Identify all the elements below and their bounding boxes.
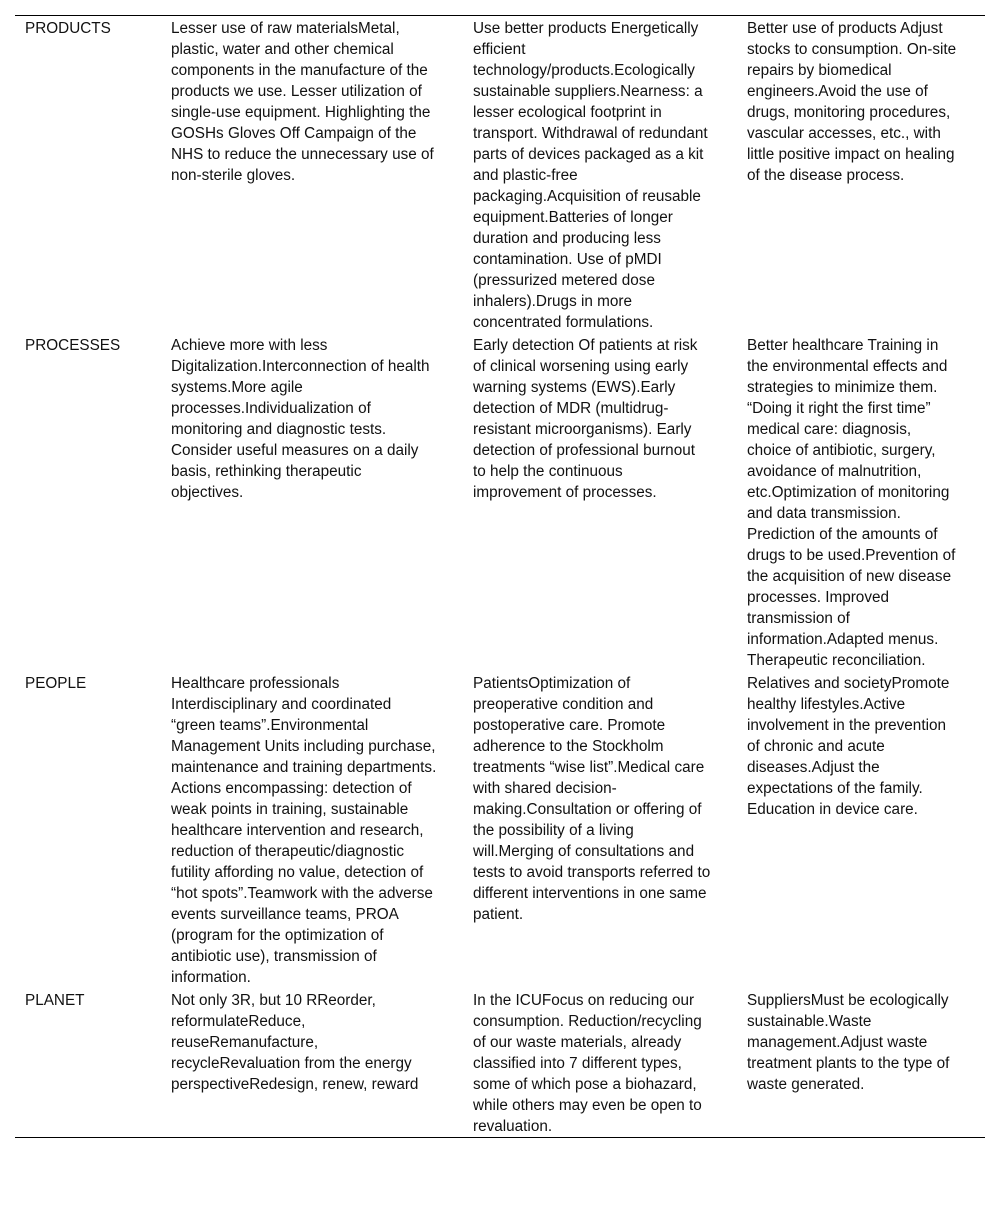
table-cell: Not only 3R, but 10 RReorder, reformulateReduce, reuseRemanufacture, recycleRevaluation from the energy perspectiveRedesign, renew, reward: [171, 992, 419, 1093]
row-category: PEOPLE: [25, 675, 87, 692]
table-row-planet: [15, 988, 985, 1138]
table-cell: Early detection Of patients at risk of clinical worsening using early warning systems (EWS).Early detection of MDR (multidrug-resistant microorganisms). Early detection of professional burnout to help the continuous improvement of processes.: [473, 337, 698, 501]
table-cell: Lesser use of raw materialsMetal, plastic, water and other chemical components in the manufacture of the products we use. Lesser utilization of single-use equipment. Highlighting the GOSHs Gloves Off Campaign of the NHS to reduce the unnecessary use of non-sterile gloves.: [171, 20, 434, 184]
table-cell: SuppliersMust be ecologically sustainable.Waste management.Adjust waste treatment plants to the type of waste generated.: [747, 992, 950, 1093]
row-category: PRODUCTS: [25, 20, 111, 37]
row-category: PROCESSES: [25, 337, 121, 354]
table-cell: Relatives and societyPromote healthy lifestyles.Active involvement in the prevention of chronic and acute diseases.Adjust the expectations of the family. Education in device care.: [747, 675, 950, 818]
sustainability-measures-table: [15, 15, 985, 1138]
table-cell: In the ICUFocus on reducing our consumption. Reduction/recycling of our waste materials, already classified into 7 different types, some of which pose a biohazard, while others may even be open to revaluation.: [473, 992, 702, 1135]
table-cell: Achieve more with less Digitalization.Interconnection of health systems.More agile processes.Individualization of monitoring and diagnostic tests. Consider useful measures on a daily basis, rethinking therapeutic objectives.: [171, 337, 430, 501]
table-cell: Better use of products Adjust stocks to consumption. On-site repairs by biomedical engineers.Avoid the use of drugs, monitoring procedures, vascular accesses, etc., with little positive impact on healing of the disease process.: [747, 20, 957, 184]
table-cell: Healthcare professionals Interdisciplinary and coordinated “green teams”.Environmental Management Units including purchase, maintenance and training departments. Actions encompassing: detection of weak points in training, sustainable healthcare intervention and research, reduction of therapeutic/diagnostic futility affording no value, detection of “hot spots”.Teamwork with the adverse events surveillance teams, PROA (program for the optimization of antibiotic use), transmission of information.: [171, 675, 437, 986]
table-row-processes: [15, 333, 985, 671]
row-category: PLANET: [25, 992, 85, 1009]
table-cell: PatientsOptimization of preoperative condition and postoperative care. Promote adherence to the Stockholm treatments “wise list”.Medical care with shared decision-making.Consultation or offering of the possibility of a living will.Merging of consultations and tests to avoid transports referred to different interventions in one same patient.: [473, 675, 711, 923]
table-row-people: [15, 671, 985, 988]
table-cell: Use better products Energetically efficient technology/products.Ecologically sustainable suppliers.Nearness: a lesser ecological footprint in transport. Withdrawal of redundant parts of devices packaged as a kit and plastic-free packaging.Acquisition of reusable equipment.Batteries of longer duration and producing less contamination. Use of pMDI (pressurized metered dose inhalers).Drugs in more concentrated formulations.: [473, 20, 708, 331]
table-cell: Better healthcare Training in the environmental effects and strategies to minimize them. “Doing it right the first time” medical care: diagnosis, choice of antibiotic, surgery, avoidance of malnutrition, etc.Optimization of monitoring and data transmission. Prediction of the amounts of drugs to be used.Prevention of the acquisition of new disease processes. Improved transmission of information.Adapted menus. Therapeutic reconciliation.: [747, 337, 956, 669]
sustainability-table-container: [15, 15, 985, 1138]
table-row-products: [15, 16, 985, 334]
